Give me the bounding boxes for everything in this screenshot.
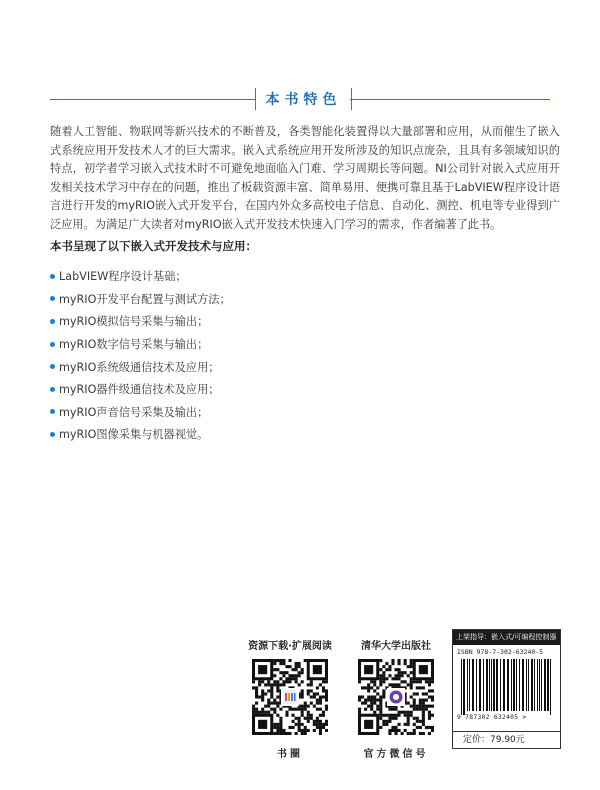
header-rule-left <box>50 99 255 100</box>
bullet-icon <box>50 342 55 347</box>
barcode-digits: 9 787302 632405 > <box>457 714 527 721</box>
bullet-icon <box>50 432 55 437</box>
isbn-barcode-panel <box>452 629 561 749</box>
features-heading: 本书呈现了以下嵌入式开发技术与应用： <box>50 239 257 253</box>
qr-wechat-title: 清华大学出版社 <box>361 641 431 652</box>
feature-item <box>50 355 231 378</box>
feature-item <box>50 265 231 288</box>
qr-wechat-caption: 官方微信号 <box>363 749 429 760</box>
feature-item <box>50 310 231 333</box>
feature-text: myRIO模拟信号采集与输出； <box>59 315 209 329</box>
feature-text: myRIO器件级通信技术及应用； <box>59 383 220 397</box>
feature-item <box>50 378 231 401</box>
section-title-text: 本书特色 <box>265 92 342 108</box>
section-title <box>255 88 352 110</box>
bullet-icon <box>50 409 55 414</box>
feature-item <box>50 288 231 311</box>
bullet-icon <box>50 274 55 279</box>
qr-wechat <box>342 639 450 760</box>
feature-text: myRIO图像采集与机器视觉。 <box>59 428 209 442</box>
book-logo-icon <box>281 688 299 706</box>
header-rule-right <box>350 99 550 100</box>
bullet-icon <box>50 319 55 324</box>
feature-text: myRIO开发平台配置与测试方法； <box>59 292 231 306</box>
feature-item <box>50 423 231 446</box>
bullet-icon <box>50 364 55 369</box>
barcode-icon <box>459 659 554 715</box>
isbn-number: ISBN 978-7-302-63240-5 <box>457 648 544 656</box>
bullet-icon <box>50 387 55 392</box>
intro-paragraph: 随着人工智能、物联网等新兴技术的不断普及，各类智能化装置得以大量部署和应用，从而催生了嵌入式系统应用开发技术人才的巨大需求。嵌入式系统应用开发所涉及的知识点庞杂，且具有多领域知识的特点，初学者学习嵌入式技术时不可避免地面临入门难、学习周期长等问题。NI公司针对嵌入式应用开发相关技术学习中存在的问题，推出了板载资源丰富、简单易用、便携可靠且基于LabVIEW程序设计语言进行开发的myRIO嵌入式开发平台，在国内外众多高校电子信息、自动化、测控、机电等专业得到广泛应用。为满足广大读者对myRIO嵌入式开发技术快速入门学习的需求，作者编著了此书。 <box>50 125 560 231</box>
shelving-category: 上架指导：嵌入式/可编程控制器 <box>453 630 560 645</box>
feature-item <box>50 401 231 424</box>
features-list <box>50 265 231 446</box>
publisher-logo-icon <box>387 688 405 706</box>
qr-code-icon[interactable] <box>252 659 328 735</box>
bullet-icon <box>50 296 55 301</box>
price-label: 定价：79.90元 <box>453 731 560 748</box>
feature-text: myRIO系统级通信技术及应用； <box>59 360 220 374</box>
feature-item <box>50 333 231 356</box>
qr-resources-title: 资源下载·扩展阅读 <box>248 641 332 652</box>
feature-text: LabVIEW程序设计基础； <box>59 270 187 284</box>
feature-text: myRIO数字信号采集与输出； <box>59 338 209 352</box>
qr-resources-caption: 书圈 <box>277 749 303 760</box>
qr-code-icon[interactable] <box>358 659 434 735</box>
feature-text: myRIO声音信号采集及输出； <box>59 405 209 419</box>
qr-resources <box>236 639 344 760</box>
